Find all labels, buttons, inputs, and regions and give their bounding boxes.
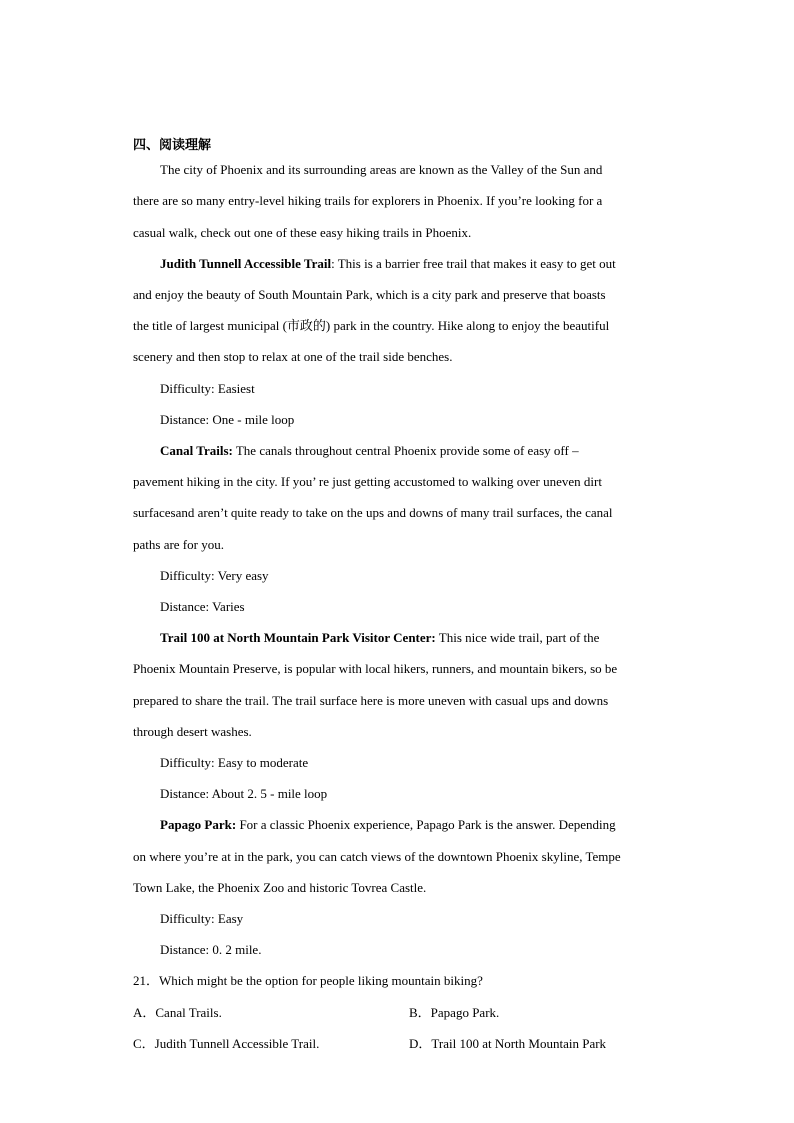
trail-distance: Distance: About 2. 5 - mile loop (160, 786, 328, 801)
trail-text: : This is a barrier free trail that makes it easy to get out (331, 256, 616, 271)
trail-distance: Distance: Varies (160, 599, 245, 614)
trail-name: Canal Trails: (160, 443, 233, 458)
trail-line: through desert washes. (133, 724, 252, 739)
option-c[interactable]: C．Judith Tunnell Accessible Trail. (133, 1036, 320, 1051)
option-a[interactable]: A．Canal Trails. (133, 1005, 222, 1020)
trail-line: Town Lake, the Phoenix Zoo and historic Tovrea Castle. (133, 880, 427, 895)
intro-line: there are so many entry-level hiking trails for explorers in Phoenix. If you’re looking for a (133, 193, 603, 208)
trail-line: Phoenix Mountain Preserve, is popular with local hikers, runners, and mountain bikers, so be (133, 661, 618, 676)
trail-paragraph-first-line (160, 630, 700, 646)
trail-line: paths are for you. (133, 537, 224, 552)
trail-difficulty: Difficulty: Easiest (160, 381, 255, 396)
trail-name: Trail 100 at North Mountain Park Visitor Center: (160, 630, 436, 645)
trail-line: surfacesand aren’t quite ready to take on the ups and downs of many trail surfaces, the canal (133, 505, 613, 520)
option-b[interactable]: B．Papago Park. (409, 1005, 500, 1020)
intro-line: casual walk, check out one of these easy hiking trails in Phoenix. (133, 225, 472, 240)
trail-line: scenery and then stop to relax at one of the trail side benches. (133, 349, 453, 364)
trail-paragraph-first-line (160, 817, 700, 833)
trail-difficulty: Difficulty: Easy to moderate (160, 755, 309, 770)
trail-line: on where you’re at in the park, you can catch views of the downtown Phoenix skyline, Tempe (133, 849, 621, 864)
trail-text: The canals throughout central Phoenix provide some of easy off – (232, 443, 579, 458)
option-d[interactable]: D．Trail 100 at North Mountain Park (409, 1036, 607, 1051)
trail-line: and enjoy the beauty of South Mountain Park, which is a city park and preserve that boasts (133, 287, 606, 302)
trail-difficulty: Difficulty: Very easy (160, 568, 269, 583)
intro-line: The city of Phoenix and its surrounding areas are known as the Valley of the Sun and (160, 162, 603, 177)
trail-name: Papago Park: (160, 817, 237, 832)
trail-distance: Distance: 0. 2 mile. (160, 942, 262, 957)
trail-paragraph-first-line (160, 256, 700, 272)
question-text: 21．Which might be the option for people liking mountain biking? (133, 973, 483, 988)
trail-text: This nice wide trail, part of the (435, 630, 600, 645)
trail-line: the title of largest municipal (市政的) park in the country. Hike along to enjoy the beautiful (133, 318, 610, 333)
section-heading: 四、阅读理解 (133, 138, 212, 153)
trail-paragraph-first-line (160, 443, 700, 459)
trail-line: pavement hiking in the city. If you’ re just getting accustomed to walking over uneven dirt (133, 474, 602, 489)
trail-difficulty: Difficulty: Easy (160, 911, 244, 926)
trail-text: For a classic Phoenix experience, Papago Park is the answer. Depending (236, 817, 616, 832)
trail-distance: Distance: One - mile loop (160, 412, 295, 427)
trail-line: prepared to share the trail. The trail surface here is more uneven with casual ups and downs (133, 693, 609, 708)
trail-name: Judith Tunnell Accessible Trail (160, 256, 332, 271)
